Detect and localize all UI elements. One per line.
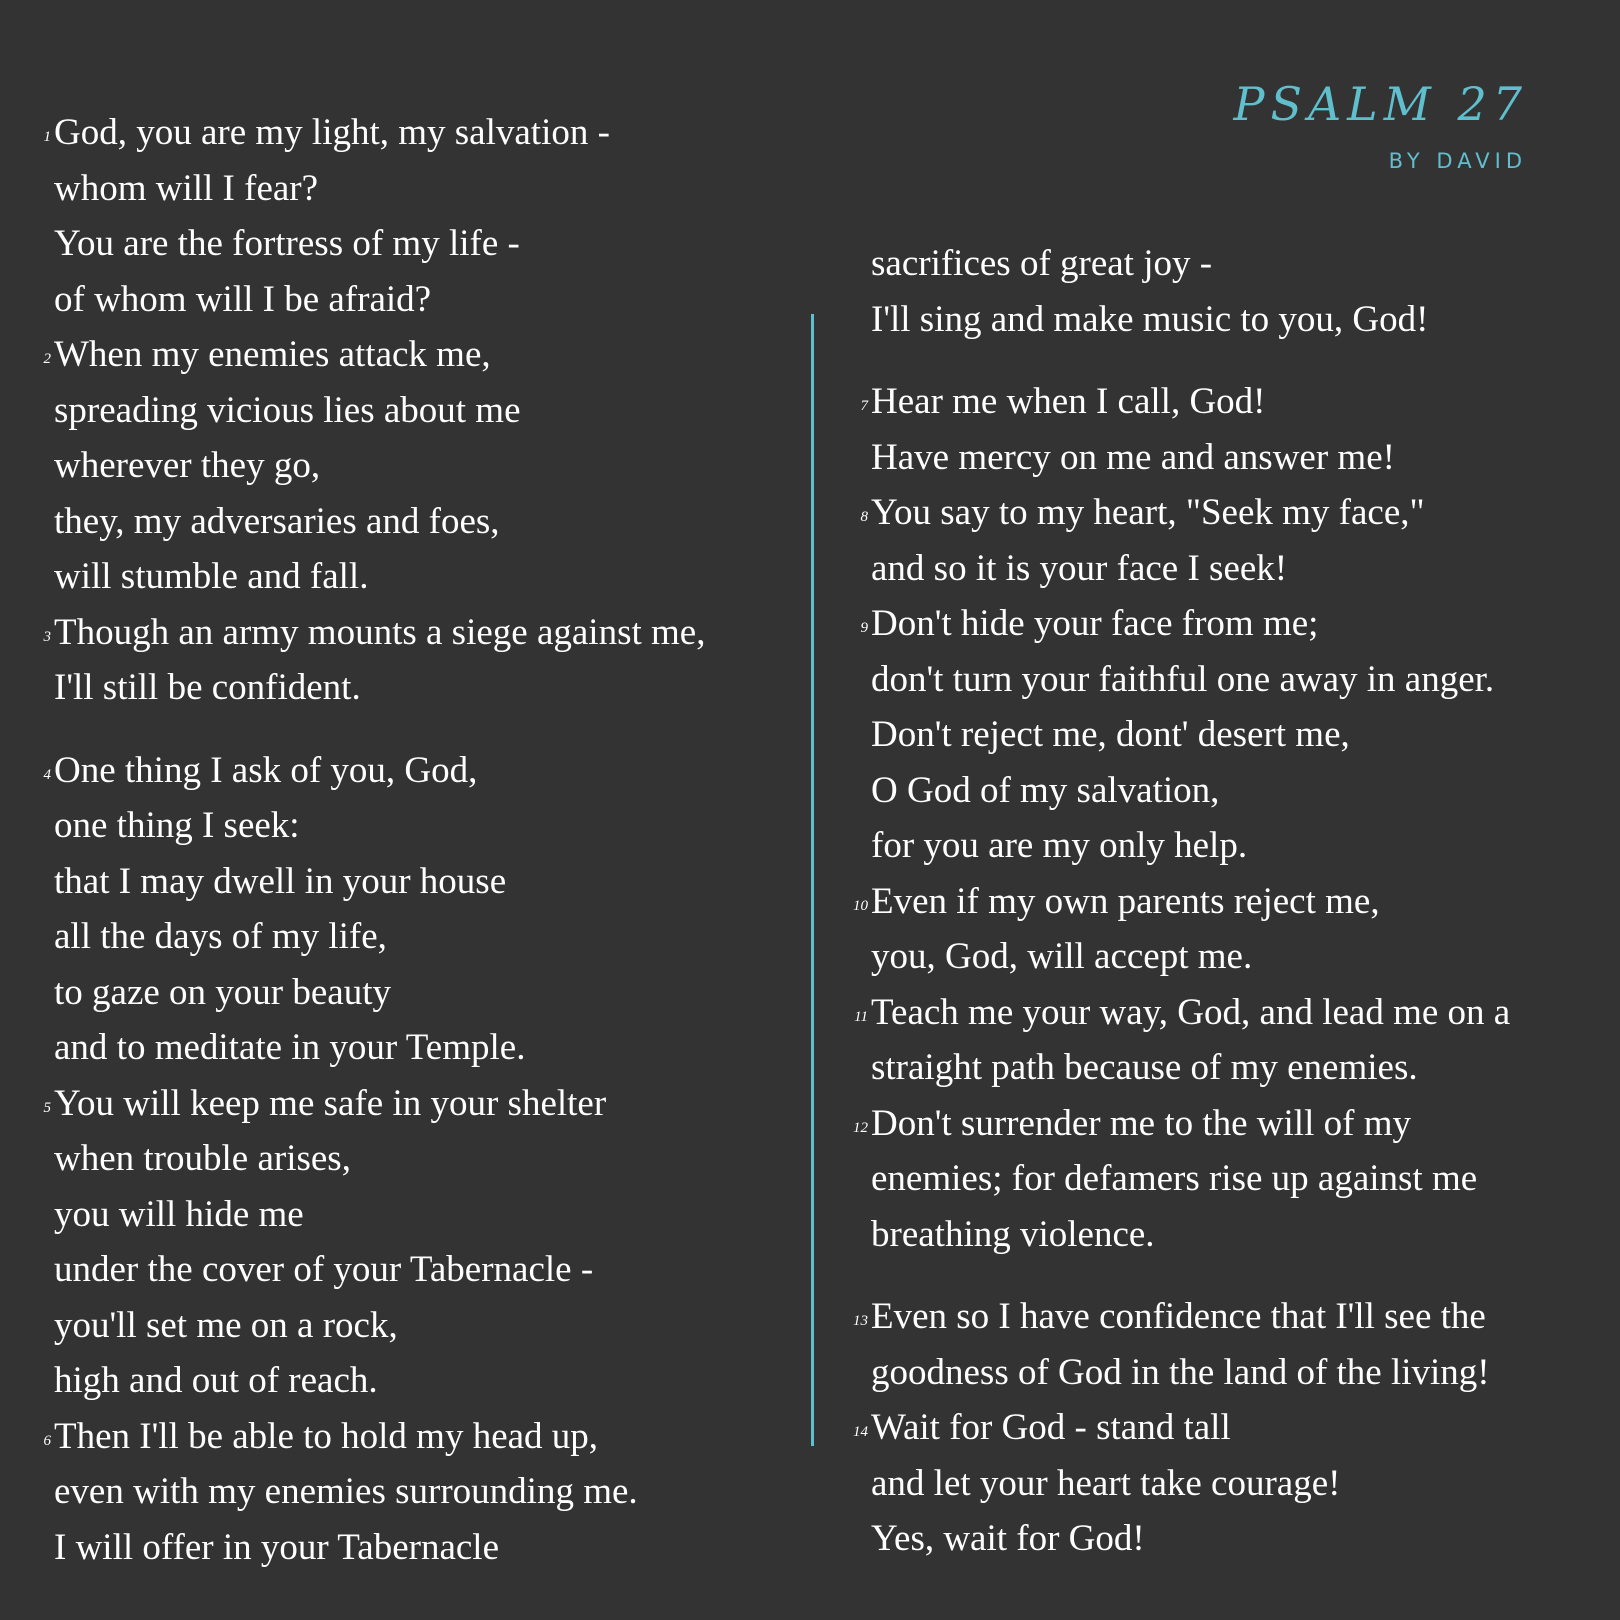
verse-text: you will hide me <box>54 1193 304 1235</box>
verse-text: Don't surrender me to the will of my <box>871 1102 1411 1144</box>
verse-line <box>871 763 1591 819</box>
verse-text: Even if my own parents reject me, <box>871 880 1380 922</box>
verse-line <box>54 1020 794 1076</box>
verse-text: You will keep me safe in your shelter <box>54 1082 607 1124</box>
verse-line <box>54 965 794 1021</box>
verse-number: 6 <box>43 1432 51 1449</box>
right-column <box>853 236 1591 1567</box>
verse-line <box>853 1289 1591 1345</box>
verse-text: God, you are my light, my salvation - <box>54 112 610 153</box>
verse-text: spreading vicious lies about me <box>54 389 521 431</box>
verse-line <box>54 798 794 854</box>
verse-text: Even so I have confidence that I'll see the <box>871 1296 1486 1337</box>
verse-text: whom will I fear? <box>54 167 319 209</box>
verse-line <box>853 1096 1591 1152</box>
verse-line <box>54 1520 794 1576</box>
verse-line <box>871 929 1591 985</box>
verse-line <box>43 605 794 661</box>
verse-text: don't turn your faithful one away in anger. <box>871 658 1495 700</box>
verse-text: under the cover of your Tabernacle - <box>54 1249 594 1290</box>
verse-line <box>853 1400 1591 1456</box>
verse-line <box>54 1131 794 1187</box>
verse-text: will stumble and fall. <box>54 556 369 597</box>
page-title: PSALM 27 <box>1233 77 1528 131</box>
verse-line <box>54 494 794 550</box>
verse-line <box>54 1464 794 1520</box>
verse-text: of whom will I be afraid? <box>54 278 432 320</box>
verse-line <box>871 1040 1591 1096</box>
verse-text: goodness of God in the land of the living! <box>871 1351 1490 1393</box>
verse-line <box>860 374 1591 430</box>
verse-line <box>871 818 1591 874</box>
verse-text: even with my enemies surrounding me. <box>54 1471 638 1512</box>
verse-number: 8 <box>860 509 868 525</box>
verse-line <box>54 383 794 439</box>
verse-text: You are the fortress of my life - <box>54 223 520 264</box>
verse-line <box>54 1187 794 1243</box>
verse-line <box>43 1409 794 1465</box>
verse-line <box>43 1076 794 1132</box>
verse-number: 14 <box>853 1424 868 1440</box>
verse-line <box>43 743 794 799</box>
verse-line <box>54 272 794 328</box>
verse-text: Teach me your way, God, and lead me on a <box>871 991 1511 1033</box>
verse-text: all the days of my life, <box>54 916 387 957</box>
verse-line <box>871 652 1591 708</box>
verse-line <box>860 596 1591 652</box>
verse-line <box>871 1511 1591 1567</box>
verse-text: Then I'll be able to hold my head up, <box>54 1415 599 1457</box>
verse-line <box>54 1242 794 1298</box>
verse-line <box>54 1298 794 1354</box>
verse-line <box>871 430 1591 486</box>
verse-text: Have mercy on me and answer me! <box>871 436 1395 478</box>
verse-number: 5 <box>43 1099 51 1116</box>
verse-line <box>871 236 1591 292</box>
verse-line <box>54 438 794 494</box>
verse-text: Don't reject me, dont' desert me, <box>871 714 1350 755</box>
verse-text: Though an army mounts a siege against me, <box>54 611 706 653</box>
verse-text: for you are my only help. <box>871 825 1248 866</box>
verse-line <box>43 105 794 161</box>
verse-text: Hear me when I call, God! <box>871 381 1266 422</box>
verse-number: 7 <box>860 398 868 414</box>
verse-number: 2 <box>43 351 51 367</box>
verse-text: to gaze on your beauty <box>54 971 391 1013</box>
verse-text: Don't hide your face from me; <box>871 603 1319 644</box>
verse-text: wherever they go, <box>54 445 321 486</box>
verse-number: 13 <box>853 1313 868 1329</box>
verse-number: 4 <box>43 766 51 783</box>
verse-text: enemies; for defamers rise up against me <box>871 1158 1478 1199</box>
verse-line <box>54 216 794 272</box>
verse-text: Yes, wait for God! <box>871 1518 1145 1559</box>
verse-text: when trouble arises, <box>54 1138 351 1179</box>
title-block <box>1233 74 1528 176</box>
verse-line <box>54 660 794 716</box>
verse-text: You say to my heart, "Seek my face," <box>871 492 1425 533</box>
verse-line <box>54 909 794 965</box>
verse-text: When my enemies attack me, <box>54 334 491 375</box>
verse-line <box>54 161 794 217</box>
verse-text: and so it is your face I seek! <box>871 547 1288 589</box>
verse-text: breathing violence. <box>871 1213 1155 1255</box>
page-subtitle: BY DAVID <box>1388 149 1527 173</box>
column-divider <box>811 314 814 1446</box>
verse-number: 12 <box>853 1119 868 1136</box>
verse-line <box>853 874 1591 930</box>
verse-text: I'll sing and make music to you, God! <box>871 298 1429 340</box>
verse-line <box>871 707 1591 763</box>
verse-text: you, God, will accept me. <box>871 936 1253 977</box>
verse-text: sacrifices of great joy - <box>871 243 1213 284</box>
verse-line <box>860 485 1591 541</box>
verse-text: I'll still be confident. <box>54 667 361 708</box>
verse-text: Wait for God - stand tall <box>871 1407 1231 1448</box>
verse-line <box>854 985 1591 1041</box>
verse-line <box>43 327 794 383</box>
verse-text: you'll set me on a rock, <box>54 1304 398 1346</box>
verse-line <box>871 1207 1591 1263</box>
verse-line <box>871 1345 1591 1401</box>
verse-text: straight path because of my enemies. <box>871 1047 1418 1088</box>
verse-line <box>871 292 1591 348</box>
verse-line <box>871 1151 1591 1207</box>
verse-number: 3 <box>43 628 51 645</box>
verse-text: I will offer in your Tabernacle <box>54 1526 500 1568</box>
verse-number: 1 <box>43 129 51 145</box>
verse-line <box>54 1353 794 1409</box>
verse-line <box>871 541 1591 597</box>
verse-text: and let your heart take courage! <box>871 1462 1341 1504</box>
verse-number: 11 <box>854 1008 868 1025</box>
verse-line <box>54 854 794 910</box>
verse-line <box>871 1456 1591 1512</box>
verse-text: one thing I seek: <box>54 805 300 846</box>
verse-text: and to meditate in your Temple. <box>54 1027 526 1068</box>
left-column <box>43 105 794 1575</box>
verse-number: 10 <box>853 897 868 914</box>
verse-line <box>54 549 794 605</box>
verse-text: they, my adversaries and foes, <box>54 500 500 542</box>
verse-text: One thing I ask of you, God, <box>54 749 478 791</box>
verse-number: 9 <box>860 620 868 636</box>
verse-text: high and out of reach. <box>54 1360 378 1401</box>
verse-text: that I may dwell in your house <box>54 860 507 902</box>
verse-text: O God of my salvation, <box>871 769 1220 811</box>
